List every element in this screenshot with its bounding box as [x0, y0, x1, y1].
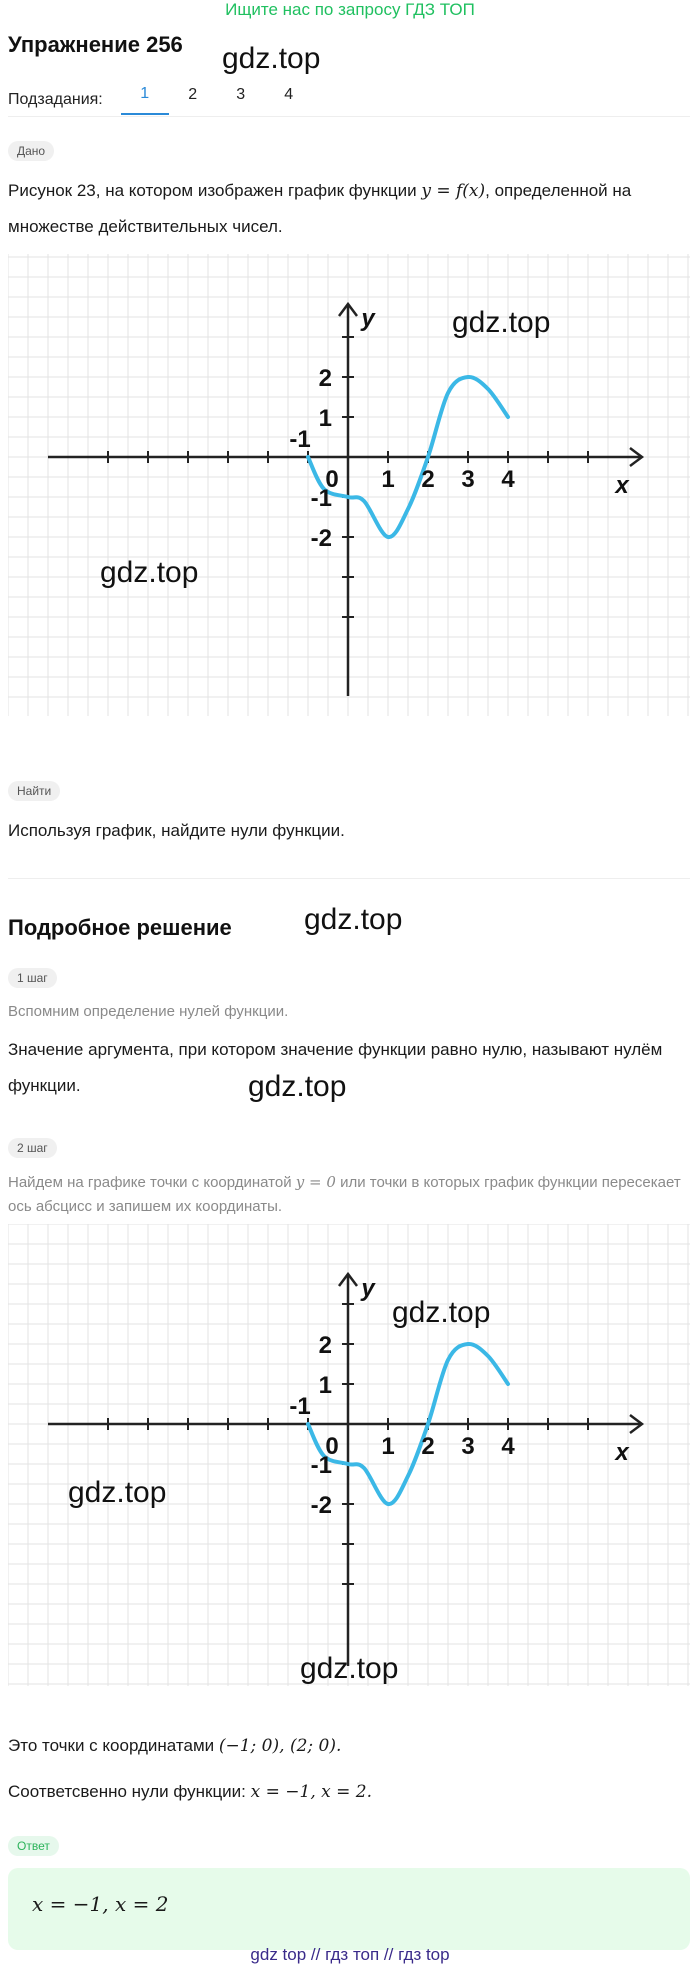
- footer-links[interactable]: gdz top // гдз топ // гдз top: [250, 1945, 450, 1964]
- search-banner: Ищите нас по запросу ГДЗ ТОП: [225, 0, 475, 19]
- step1-muted: Вспомним определение нулей функции.: [8, 1003, 289, 1020]
- watermark: gdz.top: [452, 306, 551, 339]
- x-tick-label: 4: [501, 466, 515, 493]
- function-graph-2: [8, 1224, 690, 1686]
- x-tick-label: 2: [421, 466, 435, 493]
- answer-box: [8, 1868, 690, 1950]
- points-text: Это точки с координатами (−1; 0), (2; 0).: [8, 1736, 342, 1756]
- solution-heading: Подробное решение: [8, 915, 232, 940]
- watermark: gdz.top: [392, 1296, 491, 1329]
- divider: [8, 878, 690, 879]
- find-chip: Найти: [8, 781, 60, 801]
- answer-value: x = −1, x = 2: [32, 1892, 169, 1916]
- subtask-tab-4[interactable]: 4: [284, 86, 294, 103]
- y-tick-label: -1: [310, 1452, 332, 1479]
- y-tick-label: -2: [310, 525, 332, 552]
- watermark: gdz.top: [300, 1652, 399, 1685]
- divider: [8, 116, 690, 117]
- find-text: Используя график, найдите нули функции.: [8, 821, 345, 840]
- subtasks-label: Подзадания:: [8, 91, 103, 108]
- subtasks-nav: [8, 85, 313, 115]
- watermark: gdz.top: [222, 42, 321, 75]
- given-text: Рисунок 23, на котором изображен график функции y = f(x), определенной на множестве действительных чисел.: [8, 181, 632, 236]
- x-axis-label: x: [615, 1439, 629, 1466]
- x-tick-label: 2: [421, 1433, 435, 1460]
- y-tick-label: 2: [318, 1332, 332, 1359]
- subtask-tab-2[interactable]: 2: [188, 86, 198, 103]
- step2-chip: 2 шаг: [8, 1138, 57, 1158]
- watermark: gdz.top: [248, 1070, 347, 1103]
- y-tick-label: 1: [318, 405, 332, 432]
- x-tick-label: -1: [289, 426, 311, 453]
- step1-text: Значение аргумента, при котором значение функции равно нулю, называют нулём функции.: [8, 1040, 663, 1095]
- y-tick-label: -1: [310, 485, 332, 512]
- subtask-tab-3[interactable]: 3: [236, 86, 246, 103]
- watermark: gdz.top: [68, 1476, 167, 1509]
- y-axis-label: y: [361, 1275, 375, 1302]
- y-tick-label: 1: [318, 1372, 332, 1399]
- y-axis-label: y: [361, 305, 375, 332]
- x-tick-label: 0: [325, 466, 339, 493]
- watermark: gdz.top: [100, 556, 199, 589]
- subtask-tab-1[interactable]: 1: [121, 85, 169, 115]
- x-tick-label: 3: [461, 466, 475, 493]
- step1-chip: 1 шаг: [8, 968, 57, 988]
- page-title: Упражнение 256: [8, 32, 183, 57]
- x-tick-label: -1: [289, 1393, 311, 1420]
- step2-muted: Найдем на графике точки с координатой y = 0 или точки в которых график функции пересекает ось абсцисс и запишем их координаты.: [8, 1173, 681, 1215]
- x-tick-label: 3: [461, 1433, 475, 1460]
- given-chip: Дано: [8, 141, 54, 161]
- given-formula: y = f(x): [421, 181, 486, 201]
- y-tick-label: -2: [310, 1492, 332, 1519]
- watermark: gdz.top: [304, 903, 403, 936]
- function-graph-1: [8, 254, 690, 716]
- x-tick-label: 0: [325, 1433, 339, 1460]
- x-tick-label: 1: [381, 466, 395, 493]
- zeros-text: Соответсвенно нули функции: x = −1, x = 2.: [8, 1782, 372, 1802]
- y-tick-label: 2: [318, 365, 332, 392]
- x-axis-label: x: [615, 472, 629, 499]
- x-tick-label: 1: [381, 1433, 395, 1460]
- answer-chip: Ответ: [8, 1836, 59, 1856]
- x-tick-label: 4: [501, 1433, 515, 1460]
